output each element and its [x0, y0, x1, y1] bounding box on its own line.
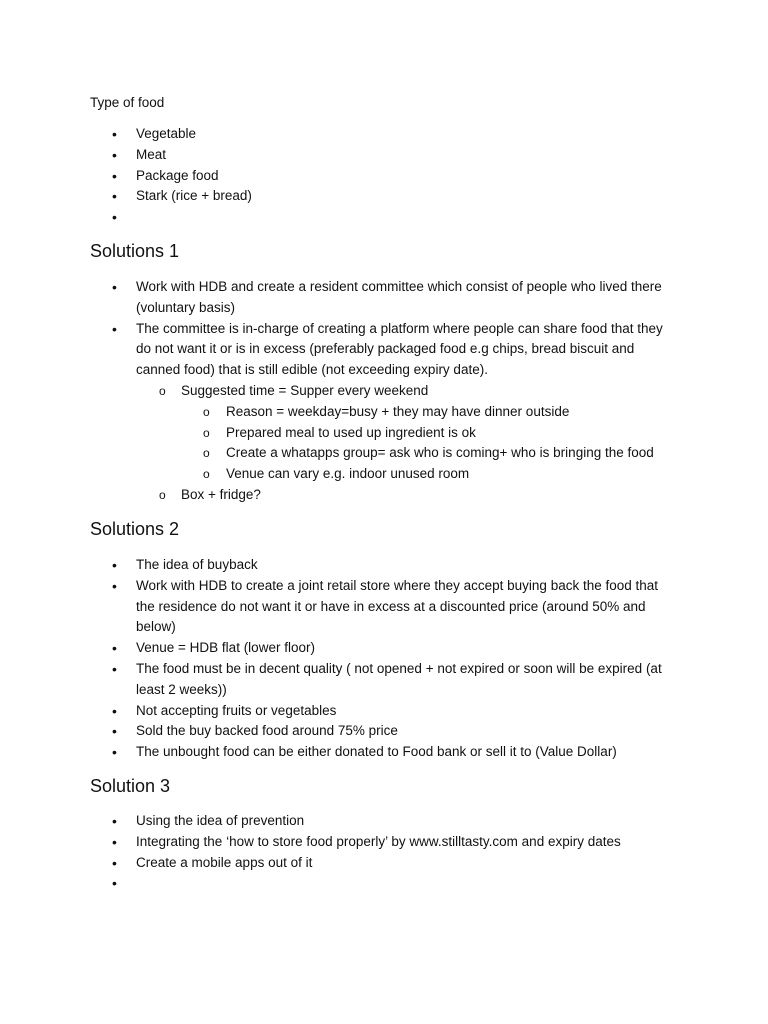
- list-item: • The food must be in decent quality ( not opened + not expired or soon will be expired (at least 2 weeks)): [0, 659, 676, 701]
- list-item: • Work with HDB to create a joint retail store where they accept buying back the food that the residence do not want it or have in excess at a discounted price (around 50% and below): [0, 576, 676, 638]
- list-item: • The unbought food can be either donated to Food bank or sell it to (Value Dollar): [0, 742, 676, 763]
- food-type-list: [0, 124, 768, 228]
- list-item: • Using the idea of prevention: [0, 811, 676, 832]
- solution2-heading: Solutions 2: [90, 519, 180, 539]
- list-item: • Meat: [0, 145, 676, 166]
- solution3-list: [0, 811, 768, 894]
- sub-sub-list-item: o Prepared meal to used up ingredient is ok: [0, 423, 676, 444]
- list-item: • The idea of buyback: [0, 555, 676, 576]
- list-item-empty: [0, 207, 676, 228]
- list-item: • Sold the buy backed food around 75% price: [0, 721, 676, 742]
- list-item: • Create a mobile apps out of it: [0, 853, 676, 874]
- sub-list-item: o Suggested time = Supper every weekend: [0, 381, 676, 402]
- list-item-empty: [0, 873, 676, 894]
- intro-heading: Type of food: [90, 95, 165, 110]
- sub-sub-list-item: o Reason = weekday=busy + they may have dinner outside: [0, 402, 676, 423]
- list-item: • Vegetable: [0, 124, 676, 145]
- solution1-list: [0, 277, 768, 506]
- sub-sub-list-item: o Venue can vary e.g. indoor unused room: [0, 464, 676, 485]
- list-item: • Integrating the ‘how to store food properly’ by www.stilltasty.com and expiry dates: [0, 832, 676, 853]
- solution2-list: [0, 555, 768, 763]
- list-item: • Not accepting fruits or vegetables: [0, 701, 676, 722]
- solution3-heading: Solution 3: [90, 776, 171, 796]
- sub-sub-list-item: o Create a whatapps group= ask who is coming+ who is bringing the food: [0, 443, 676, 464]
- list-item: • Work with HDB and create a resident committee which consist of people who lived there (voluntary basis): [0, 277, 676, 319]
- solution1-heading: Solutions 1: [90, 241, 180, 261]
- list-item: • The committee is in-charge of creating a platform where people can share food that they do not want it or is in excess (preferably packaged food e.g chips, bread biscuit and canned food) that is still edible (not exceeding expiry date).: [0, 319, 676, 381]
- list-item: • Venue = HDB flat (lower floor): [0, 638, 676, 659]
- list-item: • Package food: [0, 166, 676, 187]
- sub-list-item: o Box + fridge?: [0, 485, 676, 506]
- list-item: • Stark (rice + bread): [0, 186, 676, 207]
